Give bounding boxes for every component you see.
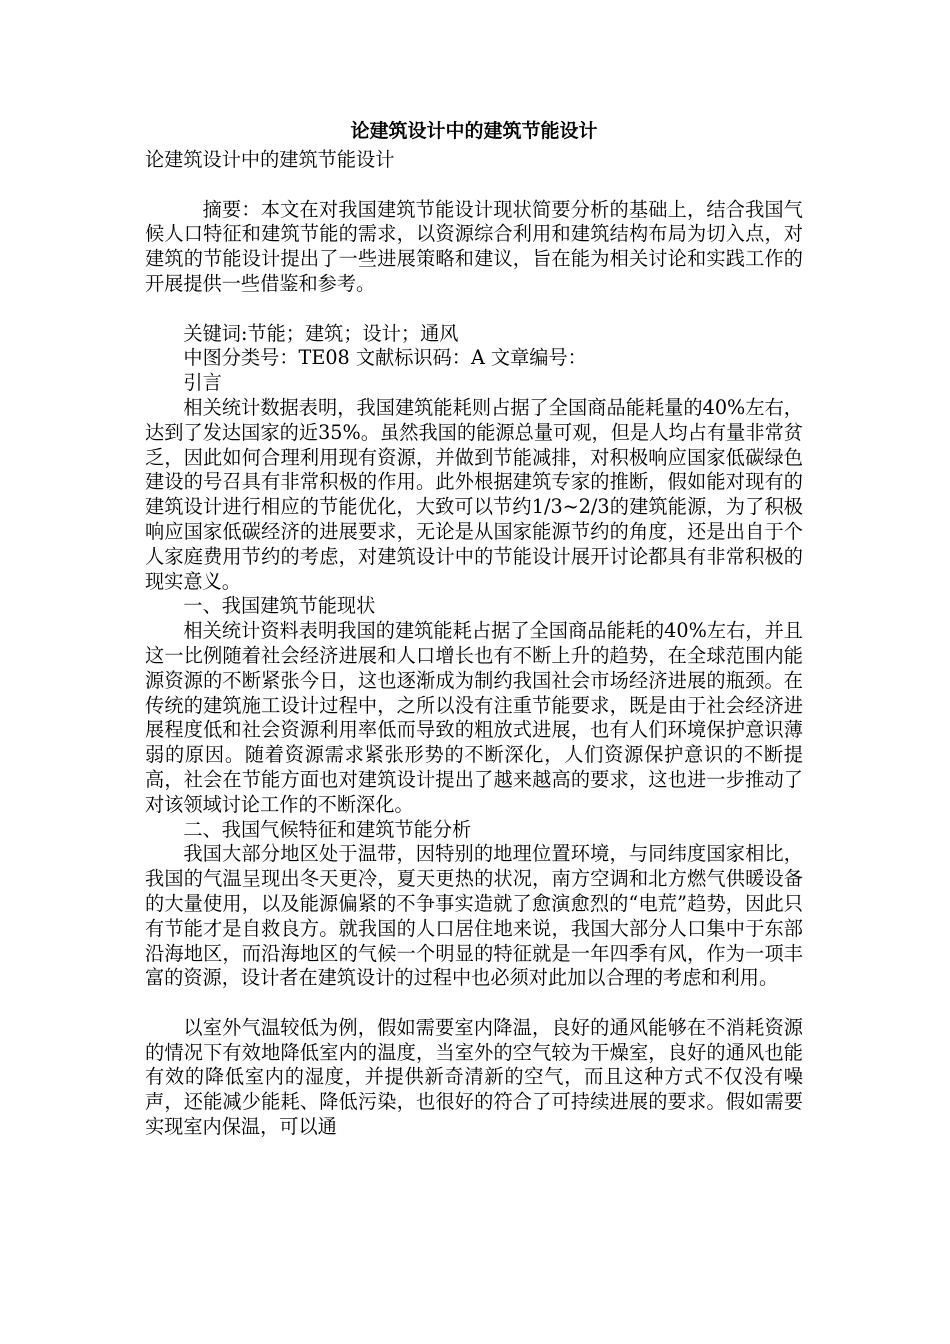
- section1-heading: 一、我国建筑节能现状: [183, 594, 376, 618]
- classification-line: 中图分类号：TE08 文献标识码：A 文章编号：: [183, 346, 587, 370]
- intro-heading: 引言: [183, 371, 222, 395]
- keywords-line: 关键词:节能；建筑；设计；通风: [183, 321, 459, 345]
- spacer: [145, 173, 803, 198]
- spacer: [145, 297, 803, 322]
- spacer: [145, 991, 803, 1016]
- section2-paragraph-2: 以室外气温较低为例，假如需要室内降温，良好的通风能够在不消耗资源的情况下有效地降低室内的温度，当室外的空气较为干燥室，良好的通风也能有效的降低室内的湿度，并提供新奇清新的空气，而且这种方式不仅没有噪声，还能减少能耗、降低污染，也很好的符合了可持续进展的要求。假如需要实现室内保温，可以通: [145, 1015, 803, 1139]
- section2-paragraph: 我国大部分地区处于温带，因特别的地理位置环境，与同纬度国家相比，我国的气温呈现出冬天更冷，夏天更热的状况，南方空调和北方燃气供暖设备的大量使用，以及能源偏紧的不争事实造就了愈演愈烈的“电荒”趋势，因此只有节能才是自救良方。就我国的人口居住地来说，我国大部分人口集中于东部沿海地区，而沿海地区的气候一个明显的特征就是一年四季有风，作为一项丰富的资源，设计者在建筑设计的过程中也必须对此加以合理的考虑和利用。: [145, 842, 803, 990]
- document-subtitle: 论建筑设计中的建筑节能设计: [145, 148, 395, 171]
- section1-paragraph: 相关统计资料表明我国的建筑能耗占据了全国商品能耗的40%左右，并且这一比例随着社会经济进展和人口增长也有不断上升的趋势，在全球范围内能源资源的不断紧张今日，这也逐渐成为制约我国社会市场经济进展的瓶颈。在传统的建筑施工设计过程中，之所以没有注重节能要求，既是由于社会经济进展程度低和社会资源利用率低而导致的粗放式进展，也有人们环境保护意识薄弱的原因。随着资源需求紧张形势的不断深化，人们资源保护意识的不断提高，社会在节能方面也对建筑设计提出了越来越高的要求，这也进一步推动了对该领域讨论工作的不断深化。: [145, 619, 803, 816]
- abstract-paragraph: 摘要：本文在对我国建筑节能设计现状简要分析的基础上，结合我国气候人口特征和建筑节能的需求，以资源综合利用和建筑结构布局为切入点，对建筑的节能设计提出了一些进展策略和建议，旨在能为相关讨论和实践工作的开展提供一些借鉴和参考。: [145, 197, 803, 295]
- document-page: [145, 118, 803, 1140]
- document-title: 论建筑设计中的建筑节能设计: [350, 120, 598, 142]
- section2-heading: 二、我国气候特征和建筑节能分析: [183, 817, 472, 841]
- intro-paragraph: 相关统计数据表明，我国建筑能耗则占据了全国商品能耗量的40%左右，达到了发达国家的近35%。虽然我国的能源总量可观，但是人均占有量非常贫乏，因此如何合理利用现有资源，并做到节能减排，对积极响应国家低碳绿色建设的号召具有非常积极的作用。此外根据建筑专家的推断，假如能对现有的建筑设计进行相应的节能优化，大致可以节约1/3~2/3的建筑能源，为了积极响应国家低碳经济的进展要求，无论是从国家能源节约的角度，还是出自于个人家庭费用节约的考虑，对建筑设计中的节能设计展开讨论都具有非常积极的现实意义。: [145, 395, 803, 593]
